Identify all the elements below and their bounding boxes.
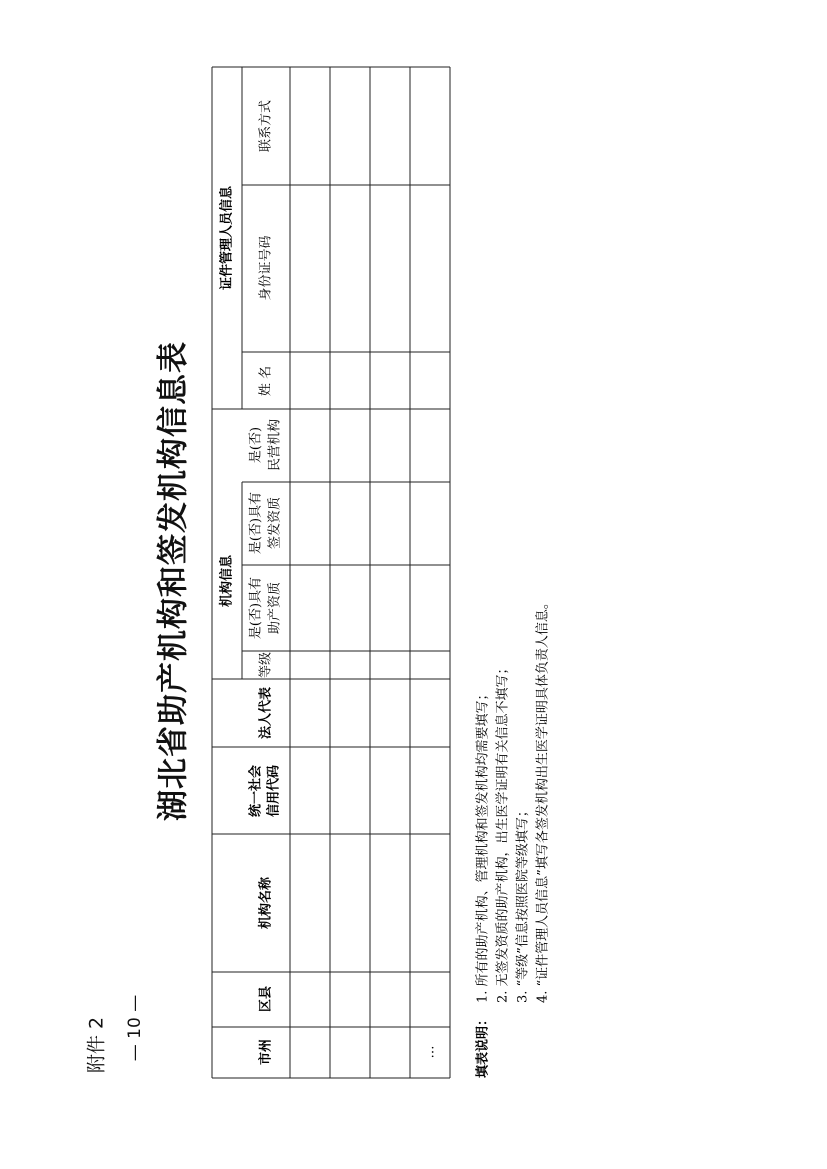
notes-label: 填表说明：: [475, 1012, 491, 1078]
attachment-label: 附件 2: [85, 1016, 108, 1074]
header-id-number: 身份证号码: [258, 235, 274, 301]
header-manager-group: 证件管理人员信息: [219, 185, 235, 291]
note-item-3: 3. “等级”信息按照医院等级填写；: [515, 804, 531, 1003]
header-issuing-line2: 签发资质: [267, 496, 283, 550]
header-org-info-group: 机构信息: [219, 554, 235, 608]
header-credit-code-line1: 统一社会: [248, 764, 264, 818]
header-midwifery-line2: 助产资质: [267, 581, 283, 635]
header-grade: 等级: [258, 651, 274, 679]
header-private-line1: 是(否): [248, 426, 264, 464]
header-county: 区县: [258, 985, 274, 1013]
header-midwifery-line1: 是(否)具有: [248, 576, 264, 640]
header-contact: 联系方式: [258, 99, 274, 153]
header-credit-code-line2: 信用代码: [266, 764, 282, 818]
header-issuing-line1: 是(否)具有: [248, 491, 264, 555]
header-city: 市州: [258, 1038, 274, 1066]
note-item-2: 2. 无签发资质的助产机构，出生医学证明有关信息不填写；: [495, 661, 511, 1003]
header-private-line2: 民营机构: [267, 418, 283, 472]
page-title: 湖北省助产机构和签发机构信息表: [155, 341, 192, 821]
header-legal-rep: 法人代表: [258, 686, 274, 740]
page-number: — 10 —: [125, 994, 145, 1062]
note-item-1: 1. 所有的助产机构、管理机构和签发机构均需要填写；: [475, 687, 491, 1003]
header-name: 姓 名: [258, 365, 274, 397]
header-org-name: 机构名称: [258, 876, 274, 930]
ellipsis-row: …: [422, 1045, 438, 1059]
note-item-4: 4. “证件管理人员信息”填写各签发机构出生医学证明具体负责人信息。: [535, 596, 551, 1003]
